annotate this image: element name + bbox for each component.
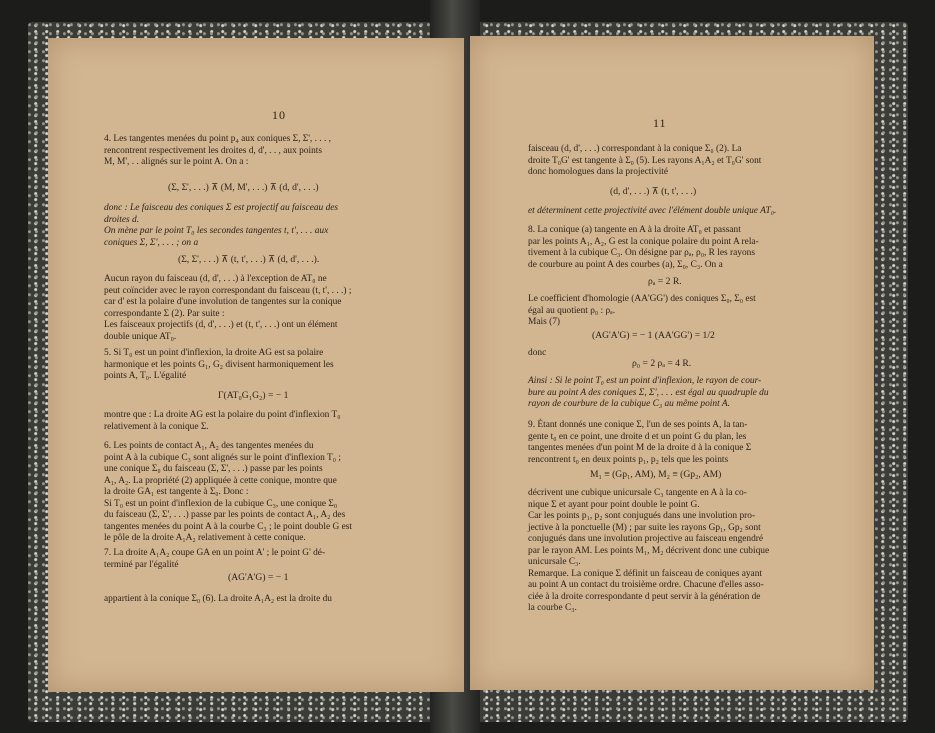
equation-r4: ρ₀ = 2 ρₐ = 4 R. — [632, 358, 692, 369]
paragraph-7b: appartient à la conique Σ₀ (6). La droite A₁A₂ est la droite du — [104, 594, 332, 604]
paragraph-r1: faisceau (d, d', . . .) correspondant à la conique Σ₀ (2). La droite T₀G' est tangente à Σ₀ (5). Les rayons A₁A₂ et T₀G' sont donc homologues dans la projectivité — [528, 144, 762, 177]
paragraph-8: 8. La conique (a) tangente en A à la droite AT₀ et passant par les points A₁, A₂, G est la conique polaire du point A rela- tivement à la cubique C₃. On désigne par ρₐ, ρ₀, R les rayons de courbure au point A des courbes (a), Σ₀, C₃. On a — [528, 225, 759, 270]
left-page — [48, 38, 464, 692]
paragraph-6: 6. Les points de contact A₁, A₂ des tangentes menées du point A à la cubique C₃ sont alignés sur le point d'inflexion T₀ ; une conique Σ₀ du faisceau (Σ, Σ', . . .) passe par les points A₁, A₂. La propriété (2) appliquée à cette conique, montre que la droite GA₁ est tangente à Σ₀. Donc : Si T₀ est un point d'inflexion de la cubique C₃, une conique Σ₀ du faisceau (Σ, Σ', . . .) passe par les points de contact A₁, A₂ des tangentes menées du point A à la courbe C₃ ; le point double G est le pôle de la droite A₁A₂ relativement à cette conique. — [104, 441, 353, 543]
paragraph-7: 7. La droite A₁A₂ coupe GA en un point A' ; le point G' dé- terminé par l'égalité — [104, 548, 326, 570]
equation-r3: (AG'A'G) = − 1 (AA'GG') = 1/2 — [592, 330, 715, 341]
paragraph-4: 4. Les tangentes menées du point p₄ aux coniques Σ, Σ', . . . , rencontrent respectivement les droites d, d', . . , aux points M, M', . . alignés sur le point A. On a : — [104, 134, 332, 167]
equation-r2: ρₐ = 2 R. — [648, 276, 682, 287]
page-number-left: 10 — [272, 108, 286, 122]
paragraph-5b: montre que : La droite AG est la polaire du point d'inflexion T₀ relativement à la conique Σ. — [104, 410, 341, 432]
paragraph-8b: Le coefficient d'homologie (AA'GG') des coniques Σ₀, Σ₀ est égal au quotient ρ₀ : ρₐ. Mais (7) — [528, 294, 756, 327]
paragraph-4b: donc : Le faisceau des coniques Σ est projectif au faisceau des droites d. On mène par le point T₀ les secondes tangentes t, t', . . . aux coniques Σ, Σ', . . . ; on a — [104, 203, 339, 248]
paragraph-9: 9. Étant donnés une conique Σ, l'un de ses points A, la tan- gente t₀ en ce point, une droite d et un point G du plan, les tangentes menées d'un point M de la droite d à la conique Σ rencontrent t₀ en deux points p₁, p₂ tels que les points — [528, 420, 752, 465]
paragraph-8c: donc — [528, 348, 547, 358]
equation-4: (AG'A'G) = − 1 — [228, 572, 289, 583]
paragraph-9b: décrivent une cubique unicursale C₃ tangente en A à la co- nique Σ et ayant pour point double le point G. Car les points p₁, p₂ sont conjugués dans une involution pro- jective à la ponctuelle (M) ; par suite les rayons Gp₁, Gp₂ sont conjugués dans une involution projective au faisceau engendré par le rayon AM. Les points M₁, M₂ décrivent donc une cubique unicursale C₃. Remarque. La conique Σ définit un faisceau de coniques ayant au point A un contact du troisième ordre. Chacune d'elles asso- ciée à la droite correspondante d peut servir à la génération de la courbe C₃. — [528, 488, 770, 613]
paragraph-8d: Ainsi : Si le point T₀ est un point d'inflexion, le rayon de cour- bure au point A des coniques Σ, Σ', . . . est égal au quadruple du rayon de courbure de la cubique C₃ au même point A. — [528, 376, 769, 409]
right-page — [470, 36, 874, 690]
equation-3: Γ(AT₀G₁G₂) = − 1 — [218, 390, 289, 401]
equation-r1: (d, d', . . .) ⊼ (t, t', . . .) — [610, 186, 697, 197]
paragraph-4c: Aucun rayon du faisceau (d, d', . . .) à l'exception de AT₀ ne peut coïncider avec le rayon correspondant du faisceau (t, t', . . .) ; car d' est la polaire d'une involution de tangentes sur la conique correspondante Σ (2). Par suite : Les faisceaux projectifs (d, d', . . .) et (t, t', . . .) ont un élément double unique AT₀. — [104, 274, 352, 342]
paragraph-5: 5. Si T₀ est un point d'inflexion, la droite AG est sa polaire harmonique et les points G₁, G₂ divisent harmoniquement les points A, T₀. L'égalité — [104, 348, 334, 381]
paragraph-r1b: et déterminent cette projectivité avec l'élément double unique AT₀. — [528, 206, 777, 216]
page-number-right: 11 — [653, 116, 667, 130]
equation-r5: M₁ ≡ (Gp₁, AM), M₂ ≡ (Gp₂, AM) — [590, 469, 722, 480]
equation-2: (Σ, Σ', . . .) ⊼ (t, t', . . .) ⊼ (d, d', . . .). — [178, 254, 320, 265]
equation-1: (Σ, Σ', . . .) ⊼ (M, M', . . .) ⊼ (d, d', . . .) — [168, 182, 319, 193]
